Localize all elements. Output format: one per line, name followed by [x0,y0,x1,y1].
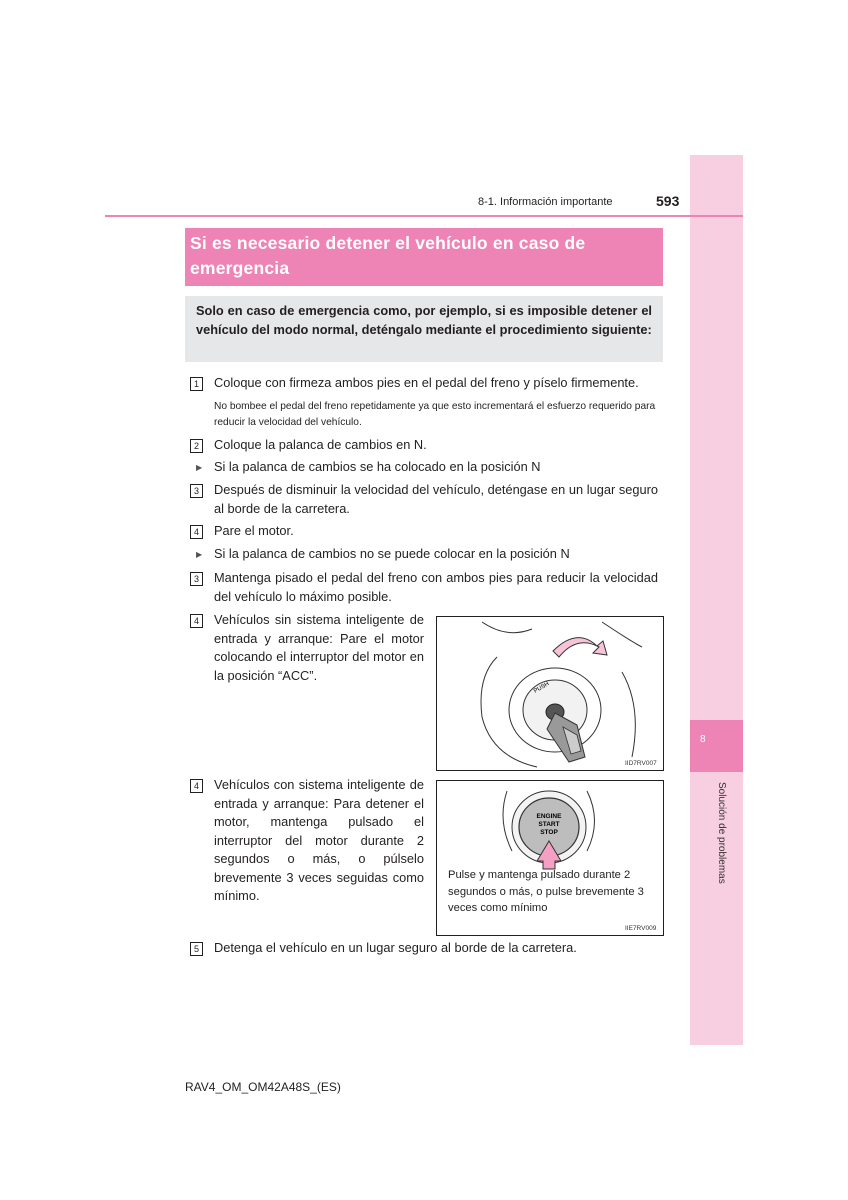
intro-text: Solo en caso de emergencia como, por ejemplo, si es imposible detener el vehículo del modo normal, deténgalo mediante el procedimiento siguiente: [196,303,652,337]
step-number: 3 [190,572,203,586]
step-number: 1 [190,377,203,391]
push-label: PUSH [533,681,551,695]
header-rule [105,215,743,217]
title-banner [185,228,663,286]
engine-button-line: ENGINE [536,813,562,820]
step-number: 5 [190,942,203,956]
footer-doc-code: RAV4_OM_OM42A48S_(ES) [185,1080,341,1094]
turn-arrow-icon [553,638,607,657]
step-number: 2 [190,439,203,453]
chapter-number: 8 [700,734,706,745]
chapter-side-tab-active [690,720,743,772]
step-text: Mantenga pisado el pedal del freno con ambos pies para reducir la velocidad del vehículo lo máximo posible. [214,570,658,604]
chapter-side-tab [690,155,743,1045]
step-text: Vehículos con sistema inteligente de entrada y arranque: Para detener el motor, mantenga pulsado el interruptor del motor durante 2 segundos o más, o púlselo brevemente 3 veces seguidas como mínimo. [214,777,424,903]
step-text: Pare el motor. [214,523,294,538]
step-text: Después de disminuir la velocidad del vehículo, deténgase en un lugar seguro al borde de la carretera. [214,482,658,516]
section-label: 8-1. Información importante [478,196,613,208]
engine-button-line: START [538,821,560,828]
engine-button-figure [436,780,664,936]
intro-box [185,296,663,362]
step-text: Detenga el vehículo en un lugar seguro al borde de la carretera. [214,940,577,955]
step-number: 4 [190,525,203,539]
condition-arrow-icon: ▶ [196,463,203,472]
condition-text: Si la palanca de cambios se ha colocado en la posición N [214,459,541,474]
chapter-name: Solución de problemas [716,782,727,884]
condition-arrow-icon: ▶ [196,550,203,559]
step-text: Coloque la palanca de cambios en N. [214,437,427,452]
page-title: Si es necesario detener el vehículo en caso de emergencia [190,233,586,278]
step-note: No bombee el pedal del freno repetidamente ya que esto incrementará el esfuerzo requerido para reducir la velocidad del vehículo. [214,401,656,428]
figure-code: IID7RV007 [625,760,657,767]
figure-code: IIE7RV009 [625,925,657,932]
step-number: 4 [190,614,203,628]
key-switch-illustration [437,617,663,770]
engine-button-line: STOP [540,829,558,836]
step-text: Vehículos sin sistema inteligente de entrada y arranque: Pare el motor colocando el interruptor del motor en la posición “ACC”. [214,612,424,683]
step-number: 3 [190,484,203,498]
page-number: 593 [656,193,680,209]
figure-caption: Pulse y mantenga pulsado durante 2 segundos o más, o pulse brevemente 3 veces como mínimo [448,869,644,914]
step-number: 4 [190,779,203,793]
condition-text: Si la palanca de cambios no se puede colocar en la posición N [214,546,570,561]
step-text: Coloque con firmeza ambos pies en el pedal del freno y píselo firmemente. [214,375,639,390]
key-switch-figure [436,616,664,771]
